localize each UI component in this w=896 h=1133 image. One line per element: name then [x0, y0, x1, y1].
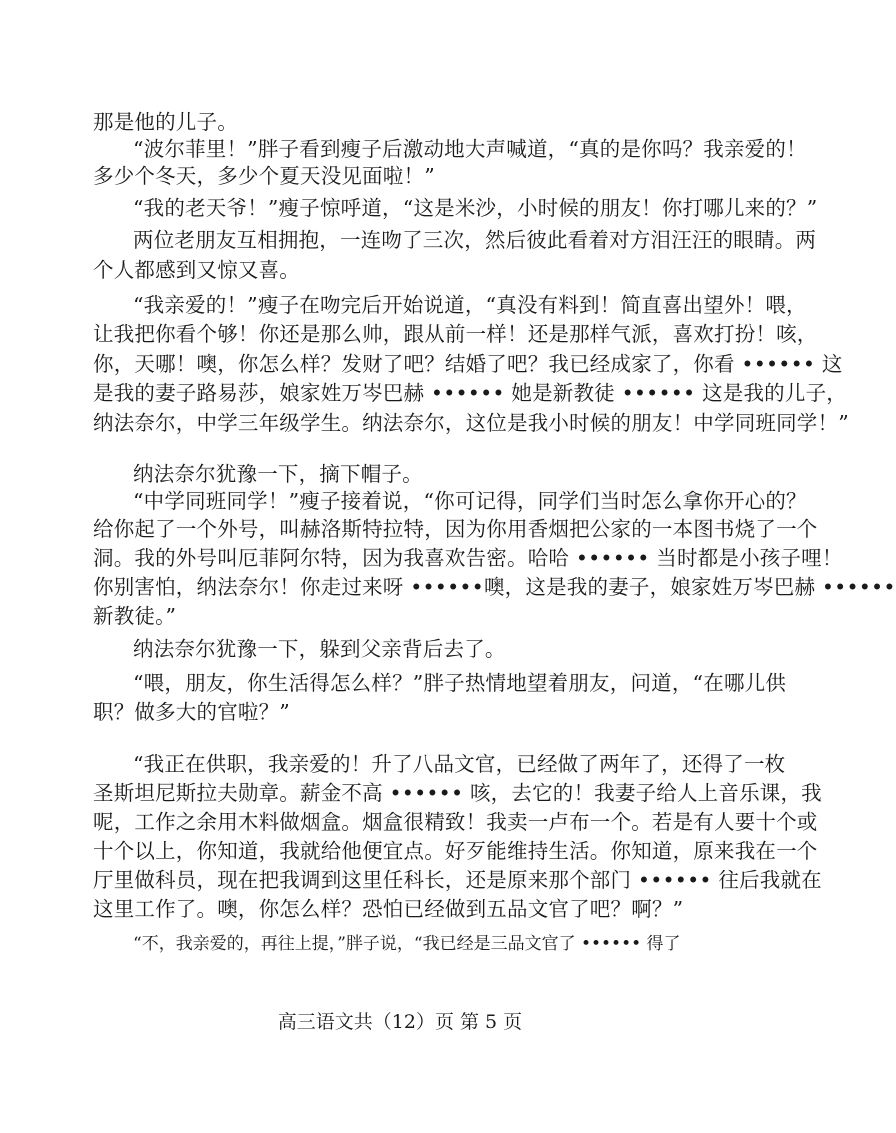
text-line: 让我把你看个够！你还是那么帅，跟从前一样！还是那样气派，喜欢打扮！咳，: [93, 322, 818, 346]
text-line: “不，我亲爱的，再往上提，”胖子说，“我已经是三品文官了 •••••• 得了: [133, 934, 681, 954]
text-line: 圣斯坦尼斯拉夫勋章。薪金不高 •••••• 咳，去它的！我妻子给人上音乐课，我: [93, 781, 822, 805]
text-line: 多少个冬天，多少个夏天没见面啦！”: [93, 164, 435, 188]
text-line: 洞。我的外号叫厄菲阿尔特，因为我喜欢告密。哈哈 •••••• 当时都是小孩子哩！: [93, 546, 843, 570]
text-line: 呢，工作之余用木料做烟盒。烟盒很精致！我卖一卢布一个。若是有人要十个或: [93, 810, 818, 834]
page-footer: 高三语文共（12）页 第 5 页: [277, 1011, 523, 1033]
text-line: “中学同班同学！”瘦子接着说，“你可记得，同学们当时怎么拿你开心的？: [133, 489, 807, 513]
text-line: 你，天哪！噢，你怎么样？发财了吧？结婚了吧？我已经成家了，你看 •••••• 这: [93, 352, 843, 376]
text-line: 职？做多大的官啦？”: [93, 700, 290, 724]
text-line: “我亲爱的！”瘦子在吻完后开始说道，“真没有料到！简直喜出望外！喂，: [133, 293, 807, 317]
text-line: “波尔菲里！”胖子看到瘦子后激动地大声喊道，“真的是你吗？我亲爱的！: [133, 137, 807, 161]
text-line: 个人都感到又惊又喜。: [93, 258, 300, 282]
text-line: 十个以上，你知道，我就给他便宜点。好歹能维持生活。你知道，原来我在一个: [93, 839, 818, 863]
text-line: 纳法奈尔犹豫一下，摘下帽子。: [133, 462, 423, 486]
text-line: “喂，朋友，你生活得怎么样？”胖子热情地望着朋友，问道，“在哪儿供: [133, 671, 787, 695]
text-line: 你别害怕，纳法奈尔！你走过来呀 ••••••噢，这是我的妻子，娘家姓万岑巴赫 ••••••: [93, 575, 896, 599]
text-line: 厅里做科员，现在把我调到这里任科长，还是原来那个部门 •••••• 往后我就在: [93, 868, 822, 892]
text-line: 是我的妻子路易莎，娘家姓万岑巴赫 •••••• 她是新教徒 •••••• 这是我的儿子，: [93, 381, 847, 405]
text-line: 给你起了一个外号，叫赫洛斯特拉特，因为你用香烟把公家的一本图书烧了一个: [93, 517, 818, 541]
text-line: 两位老朋友互相拥抱，一连吻了三次，然后彼此看着对方泪汪汪的眼睛。两: [133, 228, 817, 252]
text-line: “我正在供职，我亲爱的！升了八品文官，已经做了两年了，还得了一枚: [133, 752, 786, 776]
text-line: 这里工作了。噢，你怎么样？恐怕已经做到五品文官了吧？啊？”: [93, 897, 684, 921]
text-line: 纳法奈尔犹豫一下，躲到父亲背后去了。: [133, 637, 506, 661]
text-line: 那是他的儿子。: [93, 110, 238, 134]
text-line: “我的老天爷！”瘦子惊呼道，“这是米沙，小时候的朋友！你打哪儿来的？”: [133, 196, 818, 220]
text-line: 新教徒。”: [93, 604, 177, 628]
text-line: 纳法奈尔，中学三年级学生。纳法奈尔，这位是我小时候的朋友！中学同班同学！”: [93, 411, 849, 435]
